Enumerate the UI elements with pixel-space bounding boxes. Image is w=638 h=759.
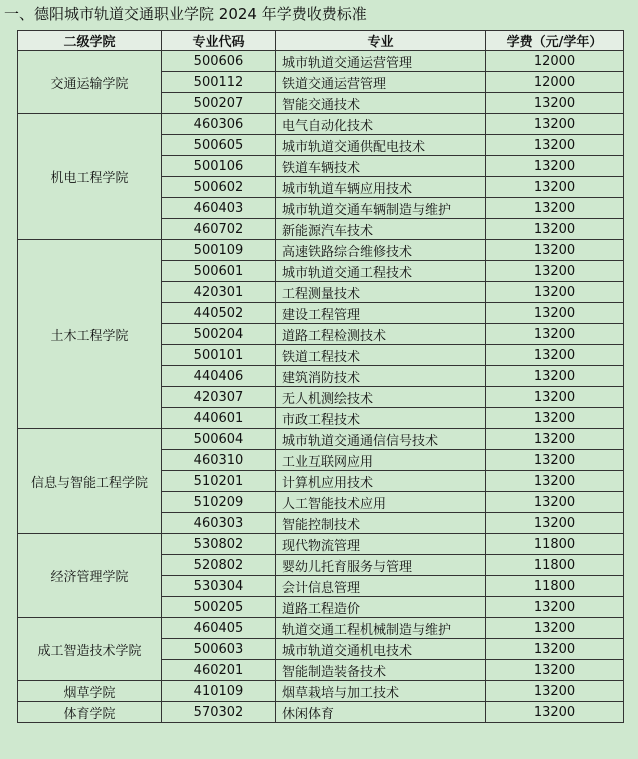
- major-cell: 休闲体育: [276, 702, 486, 723]
- major-cell: 建设工程管理: [276, 303, 486, 324]
- table-row: [18, 702, 624, 723]
- fee-cell: 13200: [486, 387, 624, 408]
- code-cell: 500602: [162, 177, 276, 198]
- code-cell: 500112: [162, 72, 276, 93]
- fee-cell: 13200: [486, 156, 624, 177]
- fee-cell: 13200: [486, 408, 624, 429]
- major-cell: 智能制造装备技术: [276, 660, 486, 681]
- page-title: 一、德阳城市轨道交通职业学院 2024 年学费收费标准: [4, 5, 367, 23]
- header-code: 专业代码: [162, 31, 276, 51]
- fee-cell: 11800: [486, 534, 624, 555]
- major-cell: 建筑消防技术: [276, 366, 486, 387]
- fee-cell: 13200: [486, 702, 624, 723]
- fee-cell: 13200: [486, 450, 624, 471]
- fee-cell: 13200: [486, 429, 624, 450]
- table-row: [18, 240, 624, 261]
- code-cell: 440502: [162, 303, 276, 324]
- fee-cell: 13200: [486, 135, 624, 156]
- college-cell: 经济管理学院: [18, 534, 162, 618]
- fee-cell: 13200: [486, 660, 624, 681]
- fee-cell: 13200: [486, 639, 624, 660]
- code-cell: 420301: [162, 282, 276, 303]
- college-cell: 成工智造技术学院: [18, 618, 162, 681]
- fee-cell: 11800: [486, 576, 624, 597]
- major-cell: 工业互联网应用: [276, 450, 486, 471]
- code-cell: 460303: [162, 513, 276, 534]
- code-cell: 570302: [162, 702, 276, 723]
- fee-cell: 13200: [486, 261, 624, 282]
- code-cell: 500204: [162, 324, 276, 345]
- major-cell: 城市轨道交通运营管理: [276, 51, 486, 72]
- fee-cell: 13200: [486, 492, 624, 513]
- major-cell: 铁道车辆技术: [276, 156, 486, 177]
- fee-cell: 13200: [486, 93, 624, 114]
- college-cell: 机电工程学院: [18, 114, 162, 240]
- college-cell: 烟草学院: [18, 681, 162, 702]
- major-cell: 城市轨道交通工程技术: [276, 261, 486, 282]
- fee-cell: 13200: [486, 345, 624, 366]
- code-cell: 510201: [162, 471, 276, 492]
- table-row: [18, 51, 624, 72]
- major-cell: 智能交通技术: [276, 93, 486, 114]
- header-major: 专业: [276, 31, 486, 51]
- code-cell: 500109: [162, 240, 276, 261]
- major-cell: 智能控制技术: [276, 513, 486, 534]
- code-cell: 520802: [162, 555, 276, 576]
- fee-cell: 13200: [486, 240, 624, 261]
- table-row: [18, 534, 624, 555]
- major-cell: 会计信息管理: [276, 576, 486, 597]
- fee-cell: 13200: [486, 303, 624, 324]
- major-cell: 烟草栽培与加工技术: [276, 681, 486, 702]
- major-cell: 城市轨道交通车辆制造与维护: [276, 198, 486, 219]
- code-cell: 420307: [162, 387, 276, 408]
- major-cell: 城市轨道车辆应用技术: [276, 177, 486, 198]
- code-cell: 410109: [162, 681, 276, 702]
- table-row: [18, 114, 624, 135]
- code-cell: 500106: [162, 156, 276, 177]
- code-cell: 460201: [162, 660, 276, 681]
- code-cell: 460403: [162, 198, 276, 219]
- fee-cell: 13200: [486, 324, 624, 345]
- code-cell: 500601: [162, 261, 276, 282]
- major-cell: 城市轨道交通机电技术: [276, 639, 486, 660]
- fee-cell: 13200: [486, 471, 624, 492]
- major-cell: 城市轨道交通通信信号技术: [276, 429, 486, 450]
- code-cell: 460405: [162, 618, 276, 639]
- college-cell: 体育学院: [18, 702, 162, 723]
- major-cell: 婴幼儿托育服务与管理: [276, 555, 486, 576]
- fee-cell: 13200: [486, 513, 624, 534]
- code-cell: 510209: [162, 492, 276, 513]
- fee-cell: 13200: [486, 177, 624, 198]
- major-cell: 轨道交通工程机械制造与维护: [276, 618, 486, 639]
- major-cell: 新能源汽车技术: [276, 219, 486, 240]
- code-cell: 460702: [162, 219, 276, 240]
- fee-cell: 13200: [486, 366, 624, 387]
- code-cell: 500606: [162, 51, 276, 72]
- major-cell: 城市轨道交通供配电技术: [276, 135, 486, 156]
- major-cell: 计算机应用技术: [276, 471, 486, 492]
- code-cell: 530304: [162, 576, 276, 597]
- major-cell: 道路工程造价: [276, 597, 486, 618]
- major-cell: 高速铁路综合维修技术: [276, 240, 486, 261]
- fee-cell: 13200: [486, 282, 624, 303]
- college-cell: 交通运输学院: [18, 51, 162, 114]
- fee-cell: 13200: [486, 114, 624, 135]
- college-cell: 信息与智能工程学院: [18, 429, 162, 534]
- code-cell: 500604: [162, 429, 276, 450]
- major-cell: 道路工程检测技术: [276, 324, 486, 345]
- code-cell: 460306: [162, 114, 276, 135]
- major-cell: 电气自动化技术: [276, 114, 486, 135]
- fee-cell: 12000: [486, 51, 624, 72]
- college-cell: 土木工程学院: [18, 240, 162, 429]
- code-cell: 440406: [162, 366, 276, 387]
- code-cell: 500605: [162, 135, 276, 156]
- fee-table: [17, 30, 624, 723]
- fee-cell: 11800: [486, 555, 624, 576]
- code-cell: 500207: [162, 93, 276, 114]
- table-row: [18, 618, 624, 639]
- fee-cell: 13200: [486, 681, 624, 702]
- major-cell: 人工智能技术应用: [276, 492, 486, 513]
- code-cell: 500101: [162, 345, 276, 366]
- code-cell: 500603: [162, 639, 276, 660]
- table-row: [18, 429, 624, 450]
- code-cell: 500205: [162, 597, 276, 618]
- major-cell: 现代物流管理: [276, 534, 486, 555]
- major-cell: 市政工程技术: [276, 408, 486, 429]
- table-body: [18, 51, 624, 723]
- code-cell: 460310: [162, 450, 276, 471]
- fee-cell: 12000: [486, 72, 624, 93]
- fee-cell: 13200: [486, 198, 624, 219]
- fee-cell: 13200: [486, 618, 624, 639]
- header-fee: 学费（元/学年）: [486, 31, 624, 51]
- major-cell: 铁道工程技术: [276, 345, 486, 366]
- major-cell: 无人机测绘技术: [276, 387, 486, 408]
- header-college: 二级学院: [18, 31, 162, 51]
- table-row: [18, 681, 624, 702]
- code-cell: 440601: [162, 408, 276, 429]
- fee-cell: 13200: [486, 597, 624, 618]
- code-cell: 530802: [162, 534, 276, 555]
- table-header-row: [18, 31, 624, 51]
- major-cell: 铁道交通运营管理: [276, 72, 486, 93]
- major-cell: 工程测量技术: [276, 282, 486, 303]
- fee-cell: 13200: [486, 219, 624, 240]
